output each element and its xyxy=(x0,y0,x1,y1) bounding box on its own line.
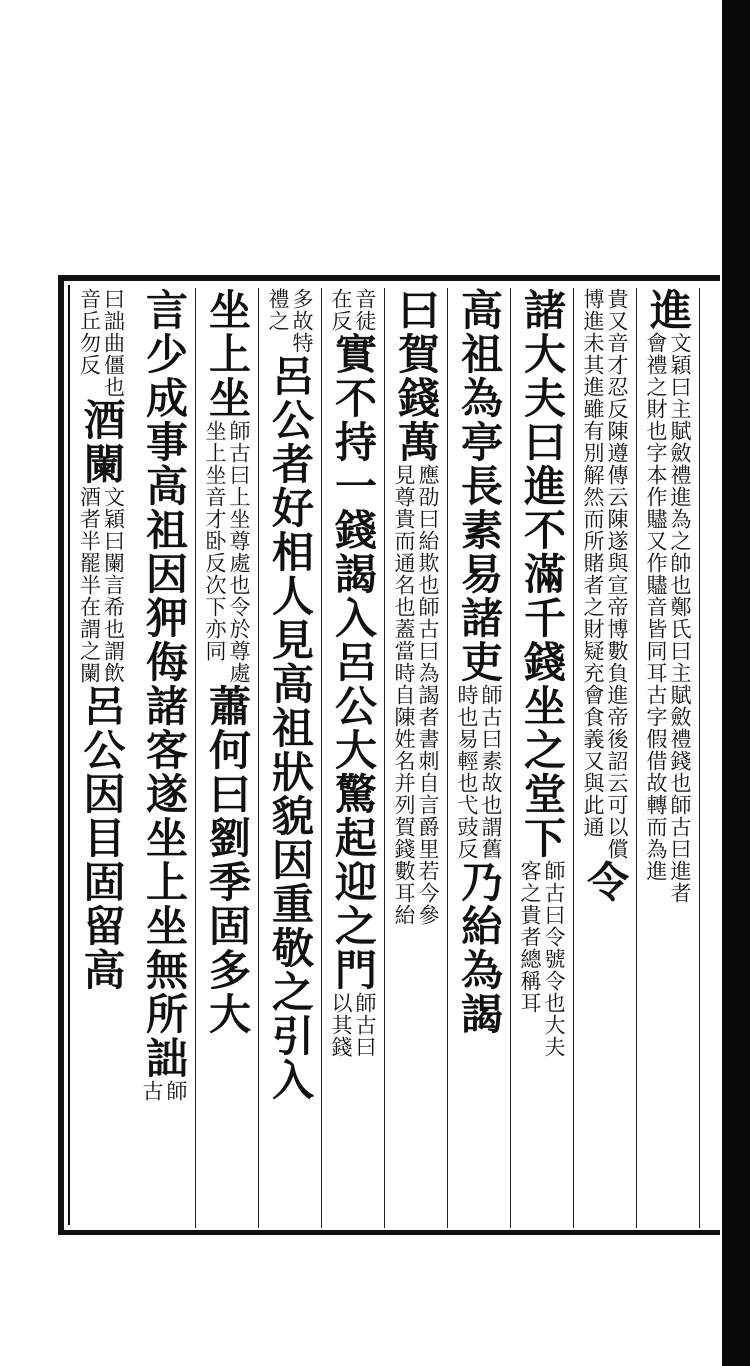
text-column xyxy=(637,288,700,1228)
commentary-line: 師 xyxy=(164,1080,188,1102)
commentary-line: 多故特 xyxy=(290,288,314,354)
text-column xyxy=(511,288,574,1228)
main-text: 呂公因目固留高 xyxy=(77,684,127,992)
main-text: 實不持一錢謁入呂公大驚起迎之門 xyxy=(329,332,378,992)
main-text: 進 xyxy=(644,288,693,332)
commentary-line: 古 xyxy=(140,1080,164,1102)
commentary-note xyxy=(448,684,510,860)
scan-edge-bar xyxy=(722,0,750,1366)
commentary-line: 時也易輕也弋豉反 xyxy=(455,684,479,860)
commentary-line: 文穎曰闌言希也謂飲 xyxy=(101,486,126,684)
commentary-note xyxy=(322,992,384,1058)
commentary-line: 在反 xyxy=(329,288,353,332)
commentary-note xyxy=(70,288,133,398)
commentary-line: 師古曰令號令也大夫 xyxy=(542,860,566,1058)
commentary-line: 見尊貴而通名也蓋當時自陳姓名并列賀錢數耳紿 xyxy=(392,464,416,926)
main-text: 諸大夫曰進不滿千錢坐之堂下 xyxy=(518,288,567,860)
commentary-line: 酒者半罷半在謂之闌 xyxy=(77,486,102,684)
commentary-line: 以其錢 xyxy=(329,992,353,1058)
main-text: 曰賀錢萬 xyxy=(392,288,441,464)
commentary-note xyxy=(322,288,384,332)
commentary-line: 曰詘曲僵也 xyxy=(101,288,126,398)
commentary-line: 博進未其進雖有別解然而所賭者之財疑充會食義又與此通 xyxy=(581,288,605,838)
commentary-line: 禮之 xyxy=(266,288,290,332)
commentary-line: 文穎曰主賦斂禮進為之帥也鄭氏曰主賦斂禮錢也師古曰進者 xyxy=(668,332,692,904)
commentary-line: 師古曰 xyxy=(353,992,377,1058)
commentary-note xyxy=(259,288,321,354)
main-text: 蕭何曰劉季固多大 xyxy=(203,684,252,1036)
commentary-note xyxy=(511,860,573,1058)
commentary-line: 應劭曰紿欺也師古曰為謁者書刺自言爵里若今參 xyxy=(416,464,440,926)
main-text: 高祖為亭長素易諸吏 xyxy=(455,288,504,684)
text-column xyxy=(574,288,637,1228)
text-column xyxy=(448,288,511,1228)
text-column xyxy=(70,288,133,1228)
main-text: 坐上坐 xyxy=(203,288,252,420)
main-text: 令 xyxy=(581,860,630,904)
text-column xyxy=(385,288,448,1228)
commentary-line: 坐上坐音才卧反次下亦同 xyxy=(203,420,227,662)
commentary-line: 音丘勿反 xyxy=(77,288,102,376)
main-text: 乃紿為謁 xyxy=(455,860,504,1036)
commentary-note xyxy=(196,420,258,684)
commentary-note xyxy=(133,1080,195,1102)
text-column xyxy=(133,288,196,1228)
commentary-note xyxy=(385,464,447,926)
commentary-line: 音徒 xyxy=(353,288,377,332)
commentary-note xyxy=(637,332,699,904)
commentary-line: 貴又音才忍反陳遵傳云陳遂與宣帝博數負進帝後詔云可以償 xyxy=(605,288,629,860)
main-text: 酒闌 xyxy=(77,398,127,486)
commentary-line: 客之貴者總稱耳 xyxy=(518,860,542,1014)
commentary-line: 會禮之財也字本作贐又作贐音皆同耳古字假借故轉而為進 xyxy=(644,332,668,882)
text-column xyxy=(196,288,259,1228)
main-text: 言少成事高祖因狎侮諸客遂坐上坐無所詘 xyxy=(140,288,189,1080)
commentary-note xyxy=(574,288,636,860)
commentary-line: 師古曰素故也謂舊 xyxy=(479,684,503,860)
text-column xyxy=(259,288,322,1228)
text-column xyxy=(322,288,385,1228)
commentary-line: 師古曰上坐尊處也令於尊處 xyxy=(227,420,251,684)
commentary-note xyxy=(70,486,133,684)
main-text: 呂公者好相人見高祖狀貌因重敬之引入 xyxy=(266,354,315,1102)
